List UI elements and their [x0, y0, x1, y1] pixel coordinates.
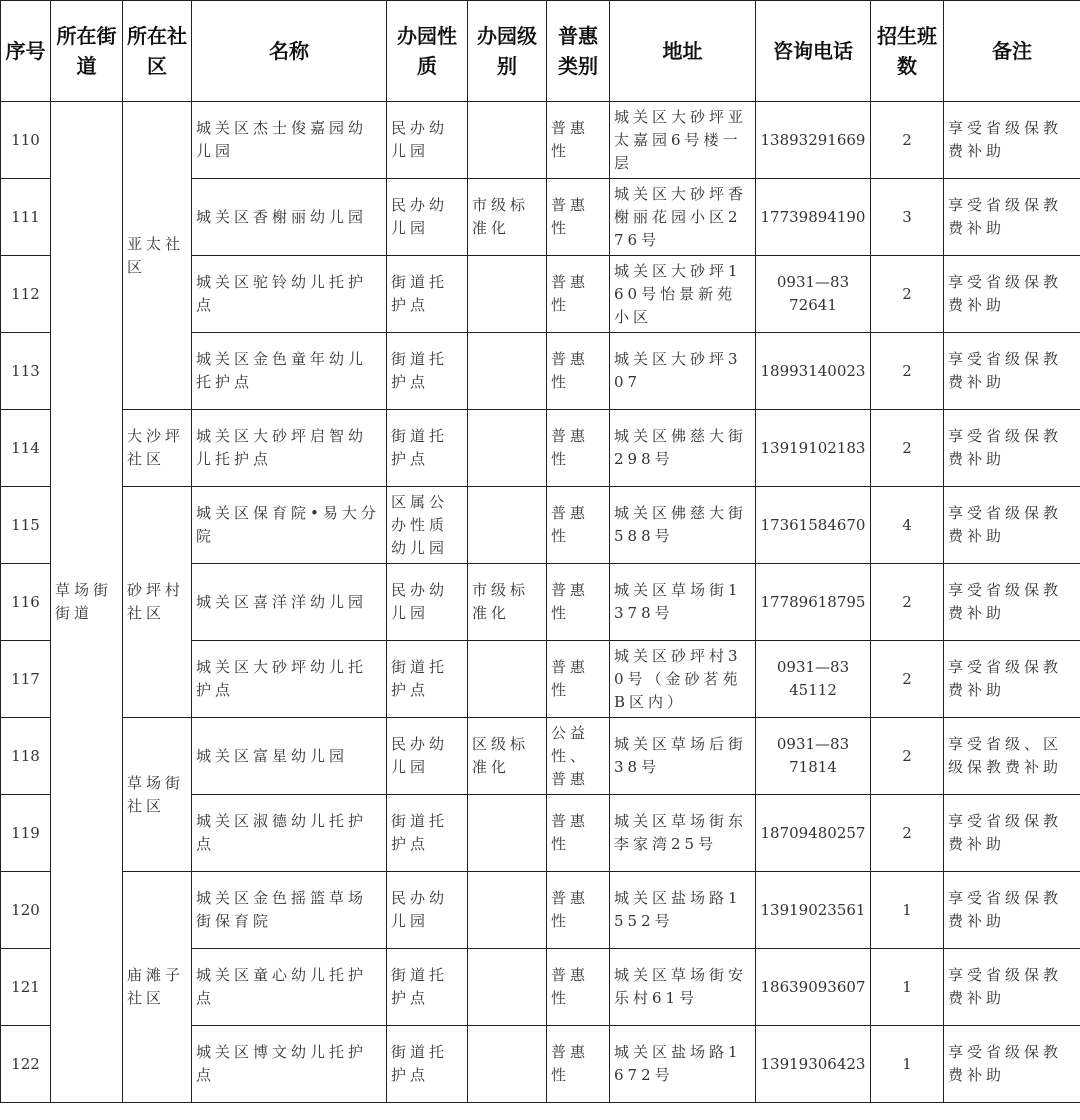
cell-name: 城关区金色童年幼儿托护点 [192, 333, 387, 410]
cell-name: 城关区淑德幼儿托护点 [192, 795, 387, 872]
cell-community: 大沙坪社区 [123, 410, 192, 487]
cell-note: 享受省级保教费补助 [944, 872, 1080, 949]
cell-level: 市级标准化 [468, 179, 547, 256]
cell-classes: 2 [871, 410, 944, 487]
cell-type: 普惠性 [547, 410, 610, 487]
cell-nature: 民办幼儿园 [387, 564, 468, 641]
cell-nature: 街道托护点 [387, 410, 468, 487]
cell-level [468, 410, 547, 487]
cell-nature: 街道托护点 [387, 1026, 468, 1103]
cell-phone: 17789618795 [756, 564, 871, 641]
cell-level [468, 102, 547, 179]
header-name: 名称 [192, 1, 387, 102]
cell-no: 122 [1, 1026, 51, 1103]
cell-phone: 17739894190 [756, 179, 871, 256]
cell-note: 享受省级保教费补助 [944, 1026, 1080, 1103]
cell-level [468, 1026, 547, 1103]
cell-address: 城关区佛慈大街588号 [610, 487, 756, 564]
cell-phone: 18993140023 [756, 333, 871, 410]
cell-classes: 1 [871, 949, 944, 1026]
cell-no: 110 [1, 102, 51, 179]
cell-level [468, 487, 547, 564]
table-row [1, 487, 1080, 564]
cell-note: 享受省级保教费补助 [944, 487, 1080, 564]
cell-type: 普惠性 [547, 872, 610, 949]
header-row [1, 1, 1080, 102]
cell-type: 普惠性 [547, 179, 610, 256]
cell-classes: 2 [871, 102, 944, 179]
cell-type: 普惠性 [547, 102, 610, 179]
cell-nature: 街道托护点 [387, 949, 468, 1026]
header-address: 地址 [610, 1, 756, 102]
cell-type: 普惠性 [547, 795, 610, 872]
cell-classes: 1 [871, 872, 944, 949]
cell-no: 111 [1, 179, 51, 256]
cell-note: 享受省级保教费补助 [944, 256, 1080, 333]
cell-community: 庙滩子社区 [123, 872, 192, 1103]
cell-classes: 4 [871, 487, 944, 564]
cell-name: 城关区保育院•易大分院 [192, 487, 387, 564]
cell-name: 城关区喜洋洋幼儿园 [192, 564, 387, 641]
cell-nature: 民办幼儿园 [387, 102, 468, 179]
cell-type: 普惠性 [547, 1026, 610, 1103]
cell-nature: 街道托护点 [387, 333, 468, 410]
cell-community: 亚太社区 [123, 102, 192, 410]
cell-note: 享受省级、区级保教费补助 [944, 718, 1080, 795]
cell-name: 城关区大砂坪启智幼儿托护点 [192, 410, 387, 487]
cell-phone: 0931—8372641 [756, 256, 871, 333]
cell-nature: 区属公办性质幼儿园 [387, 487, 468, 564]
cell-name: 城关区富星幼儿园 [192, 718, 387, 795]
cell-level: 区级标准化 [468, 718, 547, 795]
cell-address: 城关区草场街1378号 [610, 564, 756, 641]
cell-phone: 0931—8371814 [756, 718, 871, 795]
cell-no: 114 [1, 410, 51, 487]
cell-classes: 2 [871, 641, 944, 718]
cell-note: 享受省级保教费补助 [944, 949, 1080, 1026]
table-row [1, 102, 1080, 179]
cell-name: 城关区童心幼儿托护点 [192, 949, 387, 1026]
cell-address: 城关区草场后街38号 [610, 718, 756, 795]
cell-street: 草场街街道 [51, 102, 123, 1103]
cell-address: 城关区盐场路1672号 [610, 1026, 756, 1103]
cell-address: 城关区盐场路1552号 [610, 872, 756, 949]
cell-address: 城关区大砂坪香榭丽花园小区276号 [610, 179, 756, 256]
cell-nature: 民办幼儿园 [387, 718, 468, 795]
cell-phone: 13919023561 [756, 872, 871, 949]
cell-nature: 民办幼儿园 [387, 872, 468, 949]
table-row [1, 872, 1080, 949]
header-type: 普惠类别 [547, 1, 610, 102]
cell-level [468, 256, 547, 333]
cell-phone: 17361584670 [756, 487, 871, 564]
cell-type: 普惠性 [547, 564, 610, 641]
cell-note: 享受省级保教费补助 [944, 410, 1080, 487]
cell-no: 112 [1, 256, 51, 333]
cell-no: 121 [1, 949, 51, 1026]
cell-classes: 2 [871, 795, 944, 872]
header-nature: 办园性质 [387, 1, 468, 102]
cell-no: 115 [1, 487, 51, 564]
cell-phone: 13919306423 [756, 1026, 871, 1103]
cell-type: 普惠性 [547, 641, 610, 718]
cell-type: 普惠性 [547, 256, 610, 333]
cell-address: 城关区大砂坪160号怡景新苑小区 [610, 256, 756, 333]
cell-address: 城关区佛慈大街298号 [610, 410, 756, 487]
cell-name: 城关区杰士俊嘉园幼儿园 [192, 102, 387, 179]
cell-address: 城关区草场街东李家湾25号 [610, 795, 756, 872]
cell-name: 城关区香榭丽幼儿园 [192, 179, 387, 256]
cell-classes: 2 [871, 718, 944, 795]
cell-type: 公益性、普惠 [547, 718, 610, 795]
cell-note: 享受省级保教费补助 [944, 102, 1080, 179]
header-note: 备注 [944, 1, 1080, 102]
cell-note: 享受省级保教费补助 [944, 564, 1080, 641]
table-row [1, 410, 1080, 487]
cell-name: 城关区博文幼儿托护点 [192, 1026, 387, 1103]
cell-level [468, 641, 547, 718]
cell-classes: 2 [871, 333, 944, 410]
header-community: 所在社区 [123, 1, 192, 102]
cell-level: 市级标准化 [468, 564, 547, 641]
cell-level [468, 795, 547, 872]
cell-type: 普惠性 [547, 487, 610, 564]
cell-phone: 13919102183 [756, 410, 871, 487]
header-no: 序号 [1, 1, 51, 102]
cell-address: 城关区大砂坪307 [610, 333, 756, 410]
cell-classes: 2 [871, 256, 944, 333]
cell-note: 享受省级保教费补助 [944, 641, 1080, 718]
cell-level [468, 949, 547, 1026]
cell-no: 118 [1, 718, 51, 795]
cell-community: 草场街社区 [123, 718, 192, 872]
cell-phone: 18639093607 [756, 949, 871, 1026]
cell-phone: 13893291669 [756, 102, 871, 179]
cell-classes: 1 [871, 1026, 944, 1103]
cell-address: 城关区大砂坪亚太嘉园6号楼一层 [610, 102, 756, 179]
cell-note: 享受省级保教费补助 [944, 795, 1080, 872]
cell-address: 城关区草场街安乐村61号 [610, 949, 756, 1026]
cell-name: 城关区大砂坪幼儿托护点 [192, 641, 387, 718]
cell-phone: 0931—8345112 [756, 641, 871, 718]
cell-no: 113 [1, 333, 51, 410]
cell-classes: 3 [871, 179, 944, 256]
cell-community: 砂坪村社区 [123, 487, 192, 718]
cell-classes: 2 [871, 564, 944, 641]
cell-note: 享受省级保教费补助 [944, 333, 1080, 410]
cell-level [468, 333, 547, 410]
cell-no: 120 [1, 872, 51, 949]
cell-phone: 18709480257 [756, 795, 871, 872]
cell-name: 城关区驼铃幼儿托护点 [192, 256, 387, 333]
cell-no: 119 [1, 795, 51, 872]
cell-type: 普惠性 [547, 333, 610, 410]
cell-level [468, 872, 547, 949]
cell-no: 116 [1, 564, 51, 641]
header-phone: 咨询电话 [756, 1, 871, 102]
cell-nature: 街道托护点 [387, 795, 468, 872]
cell-address: 城关区砂坪村30号（金砂茗苑B区内） [610, 641, 756, 718]
header-level: 办园级别 [468, 1, 547, 102]
cell-no: 117 [1, 641, 51, 718]
header-street: 所在街道 [51, 1, 123, 102]
cell-type: 普惠性 [547, 949, 610, 1026]
cell-nature: 街道托护点 [387, 256, 468, 333]
header-classes: 招生班数 [871, 1, 944, 102]
cell-name: 城关区金色摇篮草场街保育院 [192, 872, 387, 949]
cell-note: 享受省级保教费补助 [944, 179, 1080, 256]
cell-nature: 民办幼儿园 [387, 179, 468, 256]
table-row [1, 718, 1080, 795]
cell-nature: 街道托护点 [387, 641, 468, 718]
